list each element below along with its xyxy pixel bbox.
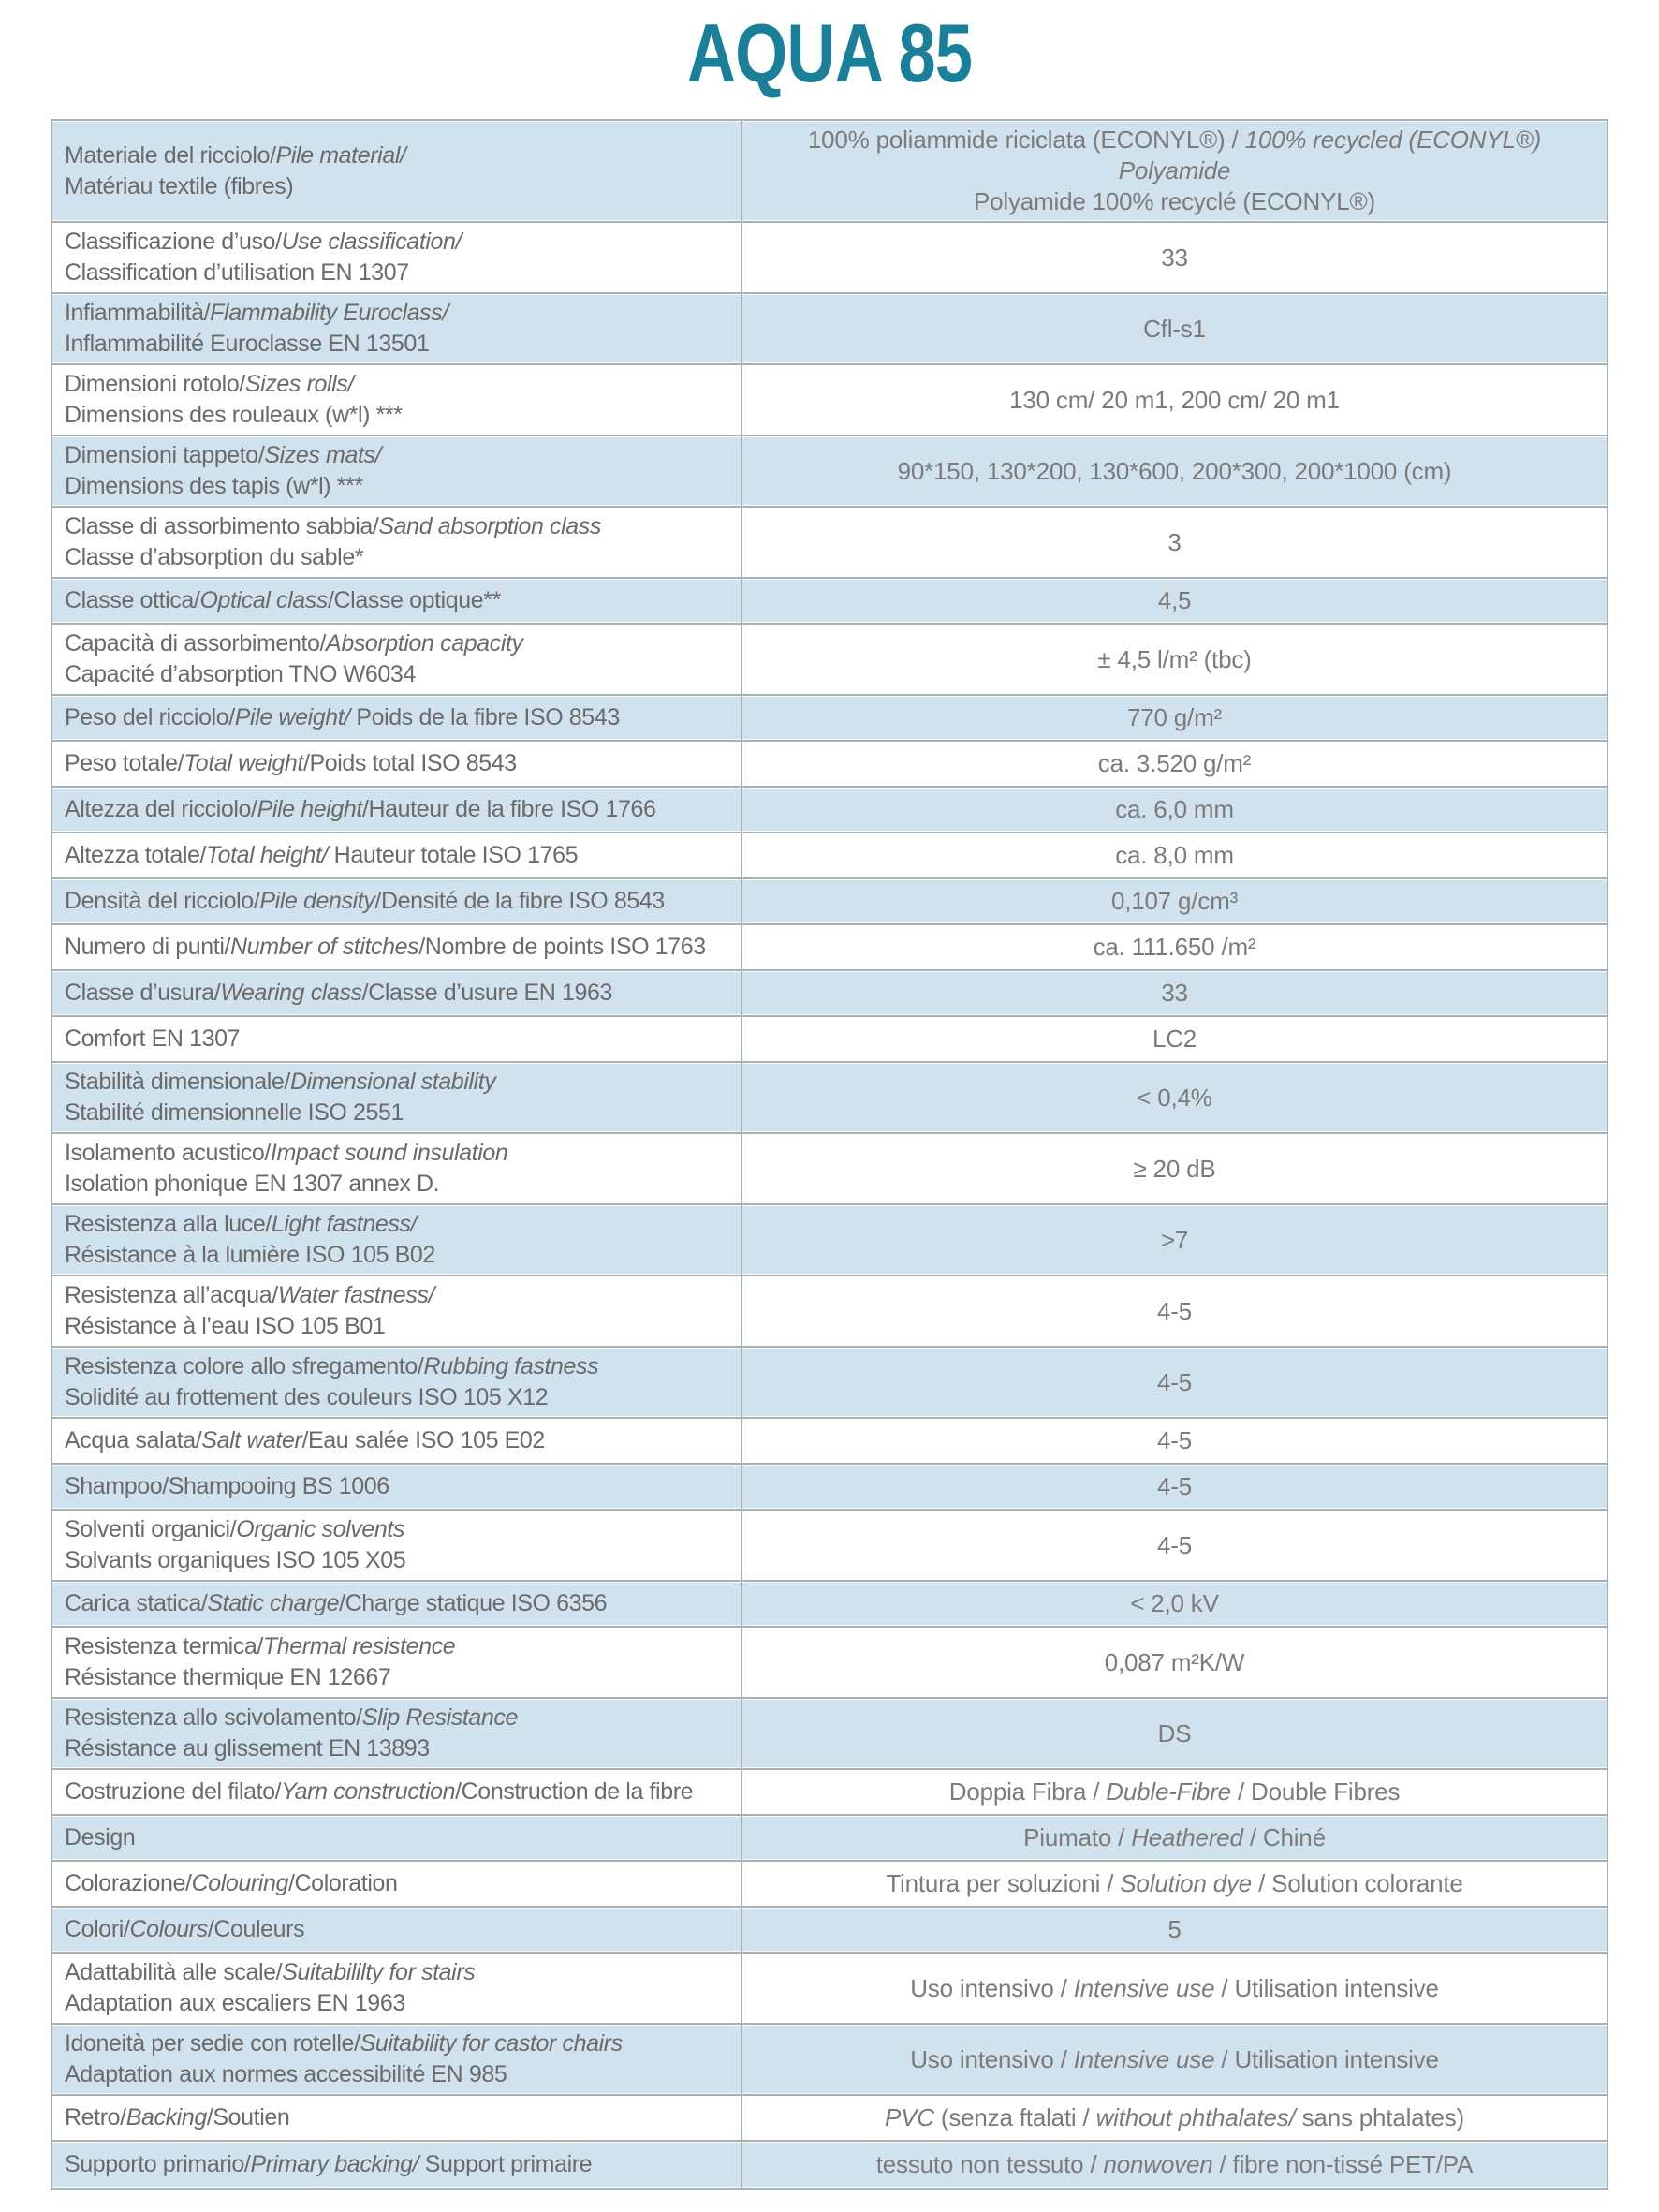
- row-value: [742, 625, 1607, 694]
- row-label: [52, 2142, 742, 2188]
- row-label: [52, 1816, 742, 1860]
- table-row: [52, 436, 1607, 508]
- row-value: [742, 436, 1607, 506]
- text-line: 4-5: [1157, 1530, 1192, 1559]
- row-value: [742, 579, 1607, 623]
- row-value: [742, 788, 1607, 832]
- row-value: [742, 1465, 1607, 1509]
- text-line: Colorazione/Colouring/Coloration: [65, 1870, 398, 1896]
- row-value: [742, 121, 1607, 221]
- table-row: [52, 788, 1607, 833]
- text-line: Capacité d’absorption TNO W6034: [65, 661, 416, 687]
- text-line: Dimensions des rouleaux (w*l) ***: [65, 402, 403, 428]
- row-label: [52, 365, 742, 435]
- row-value: [742, 925, 1607, 969]
- row-value: [742, 696, 1607, 740]
- text-line: Isolation phonique EN 1307 annex D.: [65, 1171, 440, 1197]
- text-line: Doppia Fibra / Duble-Fibre / Double Fibres: [948, 1777, 1401, 1806]
- text-line: ca. 8,0 mm: [1115, 841, 1234, 869]
- row-label: [52, 1954, 742, 2023]
- text-line: Costruzione del filato/Yarn construction/Construction de la fibre: [65, 1778, 694, 1805]
- row-value: [742, 223, 1607, 292]
- text-line: Capacità di assorbimento/Absorption capacity: [65, 630, 523, 656]
- row-label: [52, 1134, 742, 1203]
- row-label: [52, 833, 742, 877]
- row-label: [52, 971, 742, 1015]
- table-row: [52, 1205, 1607, 1276]
- table-row: [52, 2025, 1607, 2096]
- row-label: [52, 508, 742, 577]
- table-row: [52, 1017, 1607, 1063]
- text-line: Stabilité dimensionnelle ISO 2551: [65, 1099, 404, 1126]
- row-value: [742, 1205, 1607, 1275]
- text-line: Tintura per soluzioni / Solution dye / Solution colorante: [886, 1869, 1463, 1897]
- text-line: Comfort EN 1307: [65, 1025, 241, 1052]
- table-row: [52, 833, 1607, 879]
- row-value: [742, 1511, 1607, 1580]
- row-label: [52, 1628, 742, 1697]
- row-label: [52, 2025, 742, 2094]
- table-row: [52, 1134, 1607, 1205]
- row-value: [742, 365, 1607, 435]
- row-label: [52, 1465, 742, 1509]
- table-row: [52, 1908, 1607, 1954]
- table-row: [52, 971, 1607, 1017]
- text-line: Design: [65, 1824, 136, 1851]
- text-line: 770 g/m²: [1126, 703, 1222, 731]
- text-line: DS: [1157, 1718, 1192, 1747]
- text-line: PVC (senza ftalati / without phthalates/ sans phtalates): [885, 2103, 1464, 2131]
- table-row: [52, 2142, 1607, 2188]
- text-line: ca. 111.650 /m²: [1093, 933, 1256, 961]
- text-line: Inflammabilité Euroclasse EN 13501: [65, 331, 430, 357]
- text-line: Classe ottica/Optical class/Classe optique**: [65, 587, 501, 613]
- table-row: [52, 742, 1607, 788]
- text-line: Adattabilità alle scale/Suitabililty for stairs: [65, 1959, 476, 1985]
- text-line: tessuto non tessuto / nonwoven / fibre non-tissé PET/PA: [875, 2150, 1474, 2178]
- table-row: [52, 2096, 1607, 2142]
- text-line: Piumato / Heathered / Chiné: [1023, 1823, 1326, 1851]
- row-value: [742, 833, 1607, 877]
- row-label: [52, 436, 742, 506]
- text-line: Densità del ricciolo/Pile density/Densité de la fibre ISO 8543: [65, 888, 665, 914]
- text-line: Supporto primario/Primary backing/ Support primaire: [65, 2151, 593, 2177]
- text-line: Idoneità per sedie con rotelle/Suitability for castor chairs: [65, 2030, 623, 2057]
- table-row: [52, 1770, 1607, 1816]
- row-value: [742, 1770, 1607, 1814]
- text-line: 4,5: [1157, 586, 1192, 614]
- text-line: Résistance à l’eau ISO 105 B01: [65, 1313, 386, 1339]
- row-value: [742, 508, 1607, 577]
- table-row: [52, 223, 1607, 294]
- page-title: AQUA 85: [686, 7, 973, 99]
- text-line: Classe di assorbimento sabbia/Sand absorption class: [65, 513, 601, 539]
- row-label: [52, 223, 742, 292]
- text-line: < 2,0 kV: [1130, 1589, 1219, 1617]
- row-value: [742, 294, 1607, 363]
- text-line: Dimensioni tappeto/Sizes mats/: [65, 442, 382, 468]
- text-line: Peso del ricciolo/Pile weight/ Poids de la fibre ISO 8543: [65, 704, 620, 730]
- row-value: [742, 1017, 1607, 1061]
- row-label: [52, 1862, 742, 1906]
- table-row: [52, 1276, 1607, 1348]
- text-line: 5: [1167, 1915, 1182, 1943]
- text-line: 3: [1167, 527, 1182, 556]
- row-label: [52, 696, 742, 740]
- table-row: [52, 1063, 1607, 1134]
- row-value: [742, 1582, 1607, 1626]
- row-label: [52, 1511, 742, 1580]
- text-line: Adaptation aux normes accessibilité EN 985: [65, 2061, 507, 2087]
- text-line: Infiammabilità/Flammability Euroclass/: [65, 300, 448, 326]
- text-line: 100% poliammide riciclata (ECONYL®) / 100% recycled (ECONYL®) Polyamide: [807, 125, 1542, 184]
- table-row: [52, 1419, 1607, 1465]
- row-label: [52, 579, 742, 623]
- text-line: Acqua salata/Salt water/Eau salée ISO 105 E02: [65, 1427, 545, 1453]
- table-row: [52, 879, 1607, 925]
- table-row: [52, 1816, 1607, 1862]
- text-line: ≥ 20 dB: [1133, 1154, 1216, 1183]
- row-label: [52, 1770, 742, 1814]
- spec-table: [51, 119, 1608, 2190]
- row-value: [742, 1699, 1607, 1768]
- row-value: [742, 1348, 1607, 1417]
- row-value: [742, 1628, 1607, 1697]
- text-line: ± 4,5 l/m² (tbc): [1097, 644, 1252, 673]
- table-row: [52, 1628, 1607, 1699]
- table-row: [52, 625, 1607, 696]
- table-row: [52, 579, 1607, 625]
- table-row: [52, 1511, 1607, 1582]
- text-line: 130 cm/ 20 m1, 200 cm/ 20 m1: [1009, 385, 1340, 414]
- text-line: Resistenza allo scivolamento/Slip Resistance: [65, 1704, 519, 1731]
- text-line: Peso totale/Total weight/Poids total ISO 8543: [65, 750, 517, 776]
- row-label: [52, 1276, 742, 1346]
- text-line: Resistenza alla luce/Light fastness/: [65, 1211, 418, 1237]
- table-row: [52, 1699, 1607, 1770]
- row-value: [742, 1276, 1607, 1346]
- row-label: [52, 1419, 742, 1463]
- table-row: [52, 925, 1607, 971]
- row-value: [742, 1419, 1607, 1463]
- text-line: 4-5: [1157, 1472, 1192, 1500]
- table-row: [52, 1954, 1607, 2025]
- table-row: [52, 696, 1607, 742]
- text-line: Adaptation aux escaliers EN 1963: [65, 1990, 405, 2016]
- row-label: [52, 925, 742, 969]
- text-line: 33: [1161, 979, 1188, 1007]
- text-line: Classification d’utilisation EN 1307: [65, 259, 409, 286]
- row-label: [52, 1699, 742, 1768]
- row-label: [52, 879, 742, 923]
- table-row: [52, 1862, 1607, 1908]
- text-line: Uso intensivo / Intensive use / Utilisation intensive: [910, 2044, 1439, 2073]
- text-line: 4-5: [1157, 1296, 1192, 1325]
- text-line: Stabilità dimensionale/Dimensional stability: [65, 1069, 496, 1095]
- row-value: [742, 1816, 1607, 1860]
- table-row: [52, 1465, 1607, 1511]
- text-line: Classe d’usura/Wearing class/Classe d’usure EN 1963: [65, 980, 612, 1006]
- text-line: Résistance thermique EN 12667: [65, 1664, 391, 1690]
- text-line: Altezza del ricciolo/Pile height/Hauteur de la fibre ISO 1766: [65, 796, 656, 822]
- text-line: Résistance au glissement EN 13893: [65, 1735, 430, 1762]
- text-line: Dimensioni rotolo/Sizes rolls/: [65, 371, 354, 397]
- row-value: [742, 1862, 1607, 1906]
- table-row: [52, 294, 1607, 365]
- text-line: Uso intensivo / Intensive use / Utilisation intensive: [910, 1973, 1439, 2002]
- text-line: Classificazione d’uso/Use classification/: [65, 229, 462, 255]
- text-line: 4-5: [1157, 1426, 1192, 1454]
- text-line: >7: [1160, 1225, 1189, 1254]
- text-line: Cfl-s1: [1143, 314, 1206, 343]
- table-row: [52, 1582, 1607, 1628]
- row-value: [742, 879, 1607, 923]
- text-line: Solventi organici/Organic solvents: [65, 1516, 404, 1542]
- text-line: 4-5: [1157, 1367, 1192, 1396]
- row-value: [742, 2025, 1607, 2094]
- text-line: ca. 6,0 mm: [1115, 795, 1234, 823]
- text-line: Resistenza termica/Thermal resistence: [65, 1633, 456, 1659]
- text-line: LC2: [1152, 1025, 1197, 1053]
- text-line: ca. 3.520 g/m²: [1097, 749, 1252, 777]
- text-line: Shampoo/Shampooing BS 1006: [65, 1473, 389, 1499]
- row-label: [52, 1205, 742, 1275]
- row-value: [742, 2096, 1607, 2140]
- row-label: [52, 788, 742, 832]
- row-label: [52, 294, 742, 363]
- text-line: Colori/Colours/Couleurs: [65, 1916, 305, 1942]
- text-line: 0,087 m²K/W: [1104, 1647, 1245, 1676]
- row-label: [52, 625, 742, 694]
- text-line: Resistenza colore allo sfregamento/Rubbing fastness: [65, 1353, 599, 1379]
- table-row: [52, 121, 1607, 223]
- text-line: Polyamide 100% recyclé (ECONYL®): [974, 187, 1375, 215]
- row-value: [742, 971, 1607, 1015]
- row-label: [52, 1908, 742, 1952]
- row-value: [742, 742, 1607, 786]
- table-row: [52, 508, 1607, 579]
- row-value: [742, 2142, 1607, 2188]
- row-label: [52, 1348, 742, 1417]
- text-line: Altezza totale/Total height/ Hauteur totale ISO 1765: [65, 842, 579, 868]
- text-line: Numero di punti/Number of stitches/Nombre de points ISO 1763: [65, 934, 706, 960]
- row-value: [742, 1134, 1607, 1203]
- text-line: Isolamento acustico/Impact sound insulation: [65, 1140, 508, 1166]
- text-line: Matériau textile (fibres): [65, 172, 294, 199]
- text-line: 90*150, 130*200, 130*600, 200*300, 200*1000 (cm): [897, 456, 1452, 485]
- text-line: 33: [1161, 243, 1188, 272]
- text-line: Resistenza all’acqua/Water fastness/: [65, 1282, 435, 1308]
- text-line: Materiale del ricciolo/Pile material/: [65, 141, 406, 169]
- row-value: [742, 1954, 1607, 2023]
- text-line: Retro/Backing/Soutien: [65, 2104, 290, 2131]
- row-label: [52, 742, 742, 786]
- row-label: [52, 1063, 742, 1132]
- text-line: Solvants organiques ISO 105 X05: [65, 1547, 406, 1573]
- table-row: [52, 365, 1607, 436]
- table-row: [52, 1348, 1607, 1419]
- text-line: < 0,4%: [1137, 1083, 1212, 1112]
- row-label: [52, 1017, 742, 1061]
- row-label: [52, 121, 742, 221]
- text-line: Carica statica/Static charge/Charge statique ISO 6356: [65, 1590, 608, 1616]
- text-line: Classe d’absorption du sable*: [65, 544, 364, 570]
- row-value: [742, 1063, 1607, 1132]
- text-line: Résistance à la lumière ISO 105 B02: [65, 1242, 435, 1268]
- row-label: [52, 1582, 742, 1626]
- text-line: Solidité au frottement des couleurs ISO 105 X12: [65, 1384, 549, 1410]
- text-line: Dimensions des tapis (w*l) ***: [65, 473, 363, 499]
- row-label: [52, 2096, 742, 2140]
- text-line: 0,107 g/cm³: [1110, 887, 1239, 915]
- row-value: [742, 1908, 1607, 1952]
